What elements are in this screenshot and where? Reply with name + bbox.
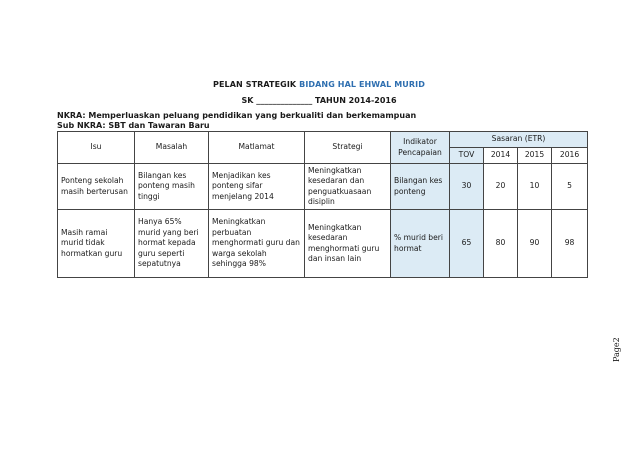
nkra-line: NKRA: Memperluaskan peluang pendidikan yang berkualiti dan berkemampuan	[57, 111, 417, 120]
cell-2016: 98	[552, 210, 588, 278]
header-strategi: Strategi	[305, 132, 391, 164]
cell-2016: 5	[552, 164, 588, 210]
table-row	[58, 164, 588, 210]
cell-2014: 20	[484, 164, 518, 210]
title-prefix: PELAN STRATEGIK	[213, 80, 297, 89]
cell-matlamat: Meningkatkan perbuatan menghormati guru dan warga sekolah sehingga 98%	[209, 210, 305, 278]
header-year-2015: 2015	[518, 148, 552, 164]
cell-indikator: Bilangan kes ponteng	[391, 164, 450, 210]
header-year-tov: TOV	[450, 148, 484, 164]
cell-isu: Ponteng sekolah masih berterusan	[58, 164, 135, 210]
sub-nkra-line: Sub NKRA: SBT dan Tawaran Baru	[57, 121, 210, 130]
nkra-block	[57, 111, 416, 131]
title-accent: BIDANG HAL EHWAL MURID	[299, 80, 425, 89]
cell-2015: 90	[518, 210, 552, 278]
strategic-plan-table	[57, 131, 588, 278]
cell-matlamat: Menjadikan kes ponteng sifar menjelang 2014	[209, 164, 305, 210]
header-row	[58, 132, 588, 148]
page-number: Page2	[612, 337, 621, 362]
document-title	[0, 80, 638, 89]
cell-masalah: Hanya 65% murid yang beri hormat kepada guru seperti sepatutnya	[135, 210, 209, 278]
cell-strategi: Meningkatkan kesedaran menghormati guru dan insan lain	[305, 210, 391, 278]
cell-masalah: Bilangan kes ponteng masih tinggi	[135, 164, 209, 210]
cell-2015: 10	[518, 164, 552, 210]
header-year-2016: 2016	[552, 148, 588, 164]
header-year-2014: 2014	[484, 148, 518, 164]
cell-tov: 30	[450, 164, 484, 210]
cell-2014: 80	[484, 210, 518, 278]
cell-tov: 65	[450, 210, 484, 278]
header-matlamat: Matlamat	[209, 132, 305, 164]
cell-indikator: % murid beri hormat	[391, 210, 450, 278]
table-row	[58, 210, 588, 278]
cell-strategi: Meningkatkan kesedaran dan penguatkuasaan disiplin	[305, 164, 391, 210]
cell-isu: Masih ramai murid tidak hormatkan guru	[58, 210, 135, 278]
header-masalah: Masalah	[135, 132, 209, 164]
document-subtitle: SK ______________ TAHUN 2014-2016	[241, 96, 397, 105]
header-indikator: Indikator Pencapaian	[391, 132, 450, 164]
header-isu: Isu	[58, 132, 135, 164]
header-sasaran: Sasaran (ETR)	[450, 132, 588, 148]
